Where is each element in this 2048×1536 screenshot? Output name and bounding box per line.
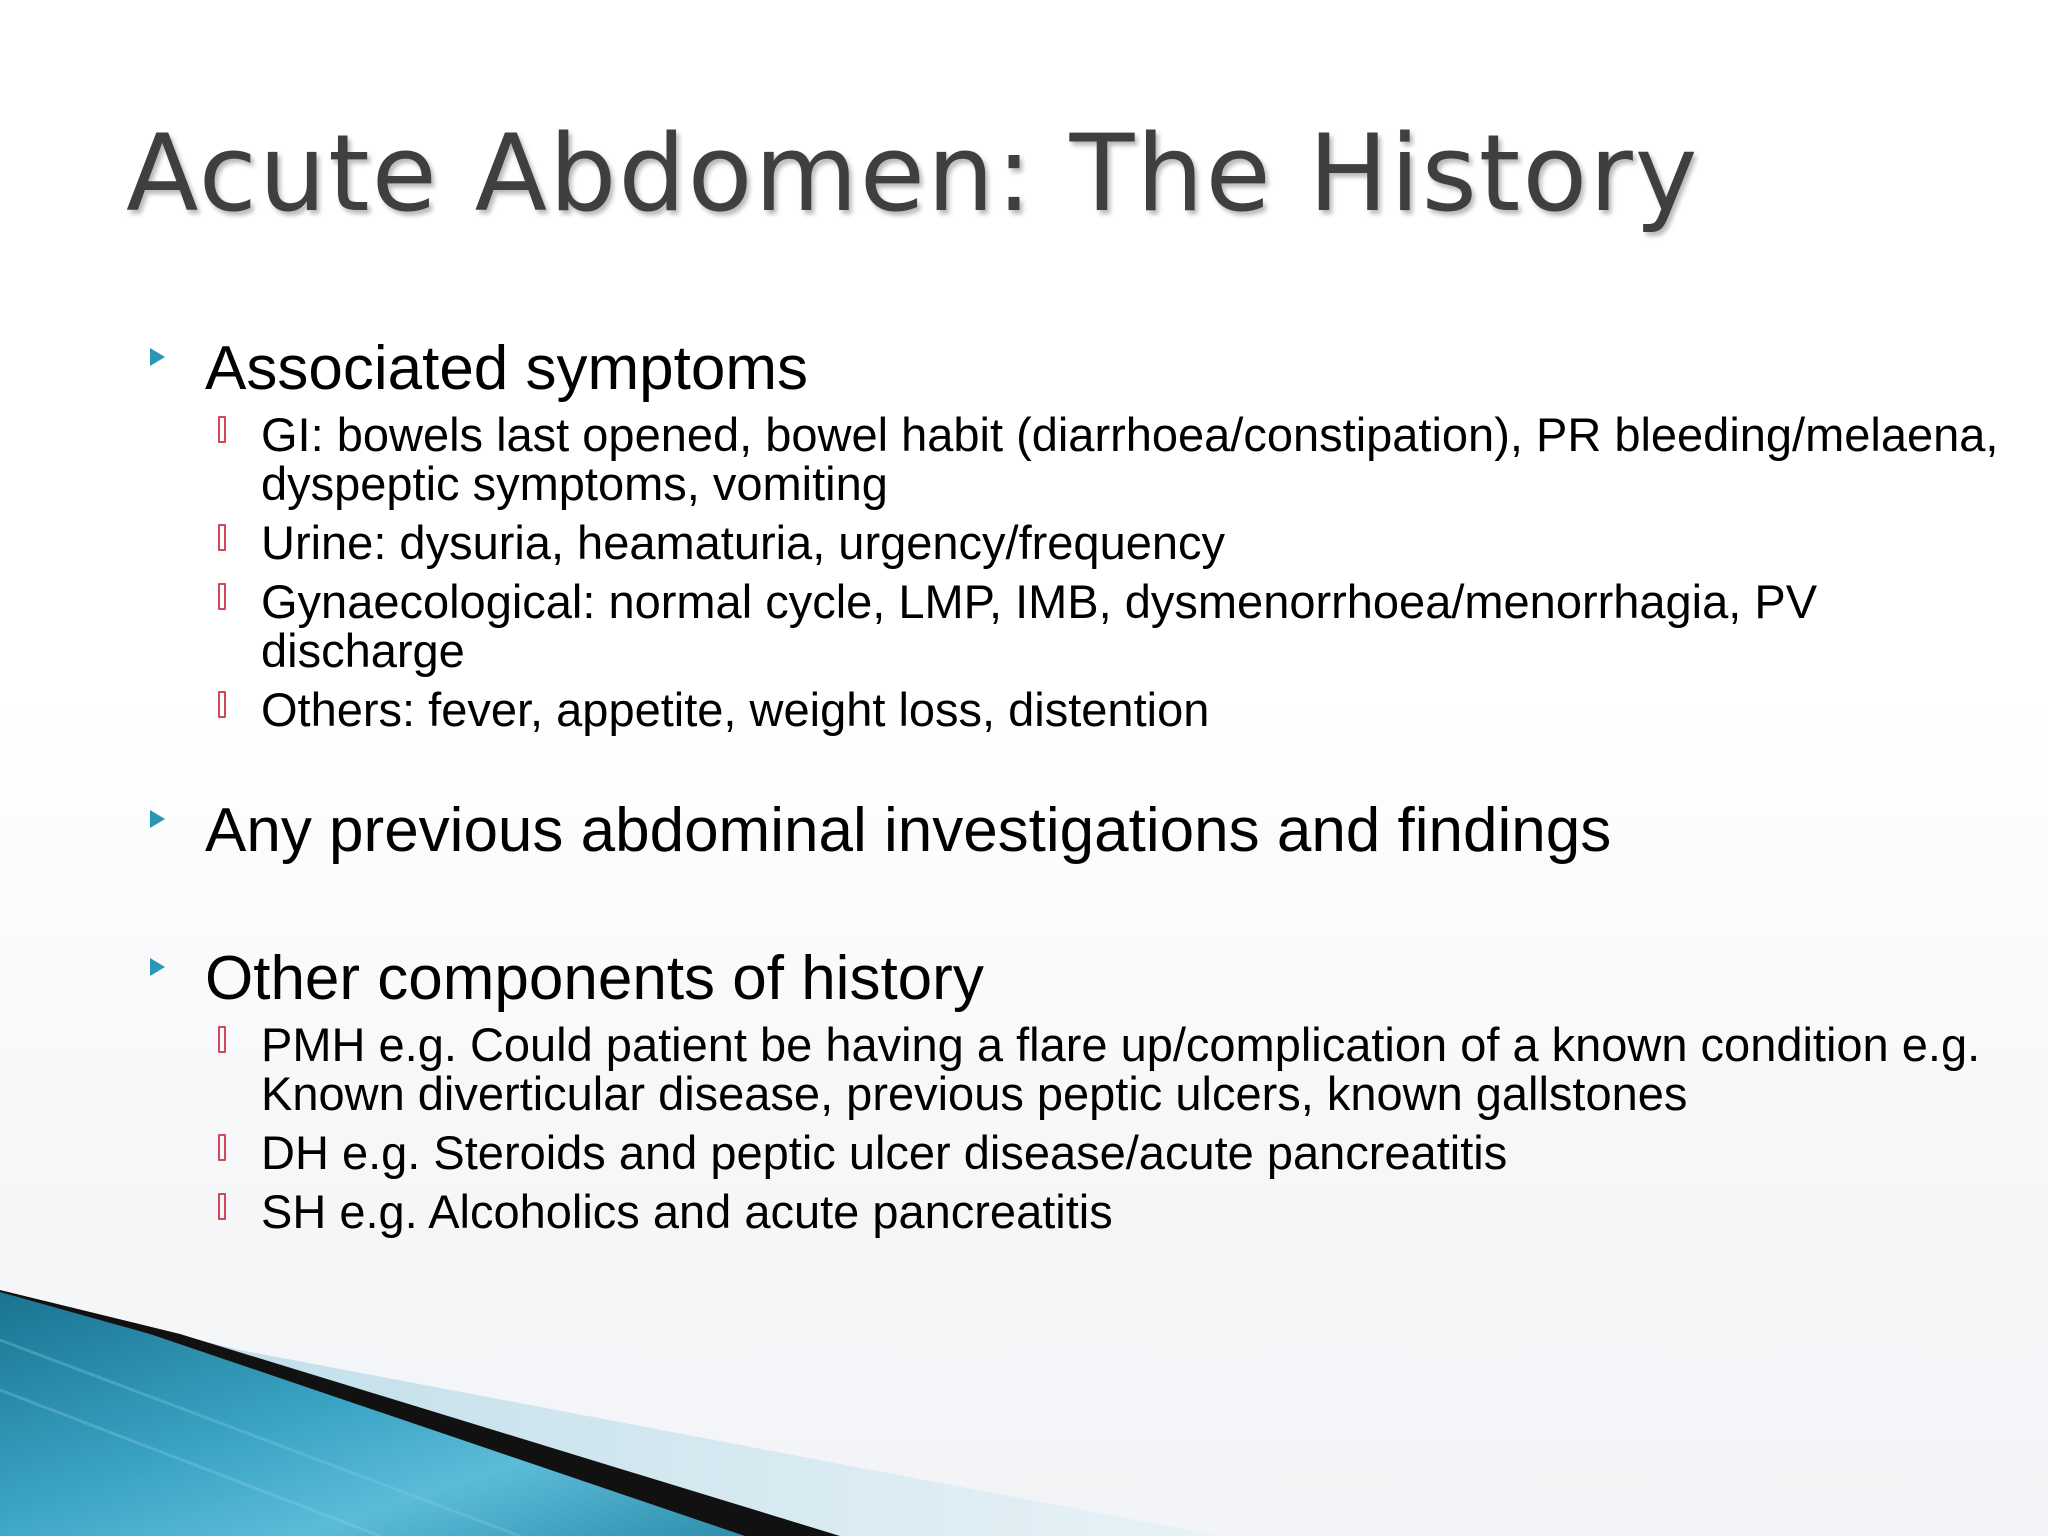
sub-bullet-icon	[218, 524, 226, 551]
sub-bullet-icon	[218, 416, 226, 443]
bullet-heading: Other components of history	[205, 944, 984, 1013]
corner-swoosh-decoration	[0, 1270, 2048, 1536]
sub-bullet-item	[150, 518, 2010, 567]
sub-bullet-item	[150, 685, 2010, 734]
triangle-bullet-icon	[150, 958, 165, 976]
teal-swoosh-shape	[0, 1292, 745, 1536]
sub-bullet-item	[150, 1020, 2010, 1118]
slide-title: Acute Abdomen: The History	[126, 112, 1700, 235]
sub-bullet-text: Urine: dysuria, heamaturia, urgency/frequency	[261, 516, 1225, 569]
sub-bullet-item	[150, 410, 2010, 508]
sub-bullet-text: SH e.g. Alcoholics and acute pancreatitis	[261, 1185, 1113, 1238]
sub-bullet-text: Gynaecological: normal cycle, LMP, IMB, dysmenorrhoea/menorrhagia, PV discharge	[261, 575, 1818, 677]
bullet-heading: Any previous abdominal investigations and findings	[205, 796, 1612, 865]
sub-bullet-text: GI: bowels last opened, bowel habit (diarrhoea/constipation), PR bleeding/melaena, dyspeptic symptoms, vomiting	[261, 408, 1999, 510]
sub-bullet-icon	[218, 691, 226, 718]
sub-bullet-list	[150, 1020, 2010, 1236]
bullet-heading: Associated symptoms	[205, 334, 808, 403]
bullet-other-components	[150, 944, 2010, 1014]
slide-content	[150, 334, 2010, 1246]
triangle-bullet-icon	[150, 810, 165, 828]
sub-bullet-item	[150, 577, 2010, 675]
sub-bullet-icon	[218, 1134, 226, 1161]
bullet-previous-investigations	[150, 796, 2010, 866]
sub-bullet-icon	[218, 1026, 226, 1053]
sub-bullet-item	[150, 1187, 2010, 1236]
sub-bullet-text: DH e.g. Steroids and peptic ulcer disease/acute pancreatitis	[261, 1126, 1508, 1179]
bullet-associated-symptoms	[150, 334, 2010, 404]
sub-bullet-text: PMH e.g. Could patient be having a flare up/complication of a known condition e.g. Known diverticular disease, previous peptic ulcers, known gallstones	[261, 1018, 1981, 1120]
sub-bullet-text: Others: fever, appetite, weight loss, distention	[261, 683, 1210, 736]
sub-bullet-list	[150, 410, 2010, 734]
sub-bullet-item	[150, 1128, 2010, 1177]
sub-bullet-icon	[218, 583, 226, 610]
triangle-bullet-icon	[150, 348, 165, 366]
sub-bullet-icon	[218, 1193, 226, 1220]
